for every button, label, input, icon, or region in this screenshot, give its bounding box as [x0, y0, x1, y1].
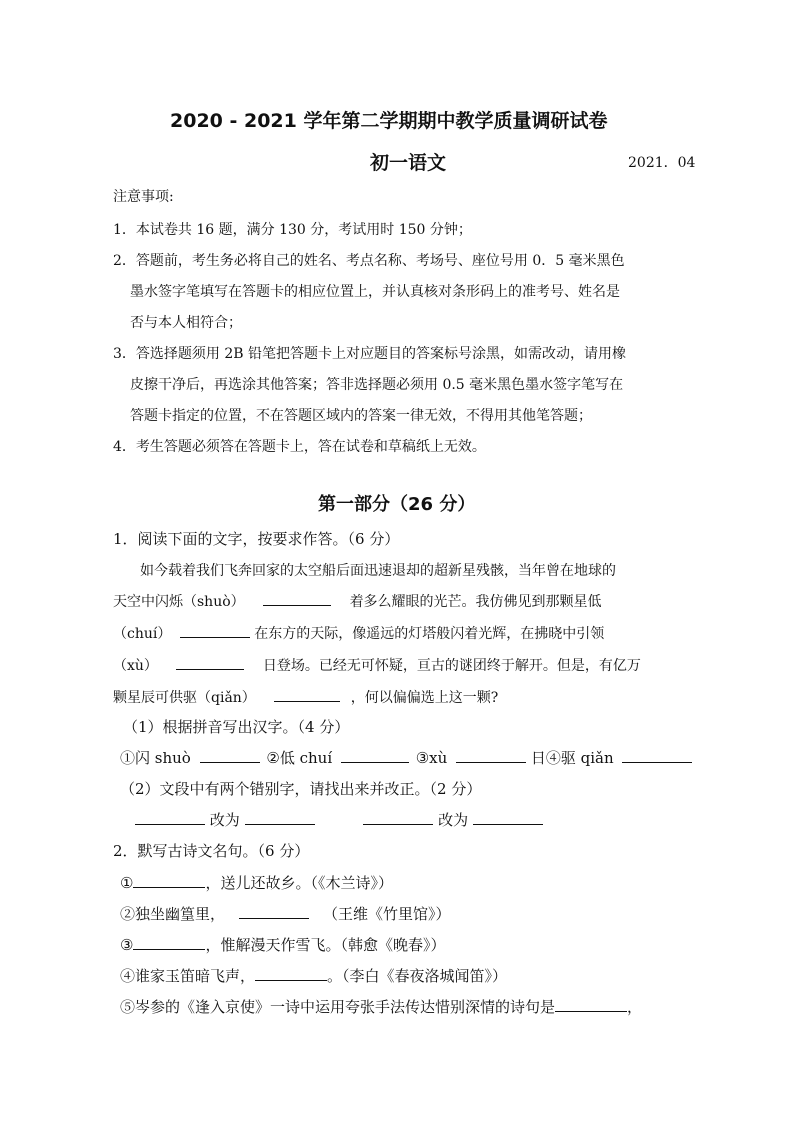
note-item-3-line-1: 3．答选择题须用 2B 铅笔把答题卡上对应题目的答案标号涂黑，如需改动，请用橡: [113, 346, 627, 362]
q2-text: ④谁家玉笛暗飞声，: [120, 967, 256, 985]
q1-sub2-prompt: （2）文段中有两个错别字，请找出来并改正。（2 分）: [120, 780, 482, 798]
q1-sub1-label: ①闪 shuò: [120, 749, 191, 767]
answer-blank[interactable]: [135, 823, 205, 825]
q1-passage-line-2: [113, 591, 602, 611]
q2-text: ①: [120, 874, 134, 892]
answer-blank[interactable]: [555, 1010, 627, 1012]
note-item-2-line-1: 2．答题前，考生务必将自己的姓名、考点名称、考场号、座位号用 0．5 毫米黑色: [113, 253, 625, 269]
q1-passage-text: （chuí）: [113, 626, 172, 642]
q1-passage-text: 着多么耀眼的光芒。我仿佛见到那颗星低: [349, 594, 602, 610]
q1-passage-text: 在东方的天际，像遥远的灯塔般闪着光辉，在拂晓中引领: [254, 626, 605, 642]
change-label: 改为: [209, 811, 240, 829]
answer-blank[interactable]: [133, 948, 205, 950]
q1-sub1-prompt: （1）根据拼音写出汉字。（4 分）: [123, 718, 350, 736]
q1-sub1-answers: [120, 747, 692, 768]
q1-passage-text: 天空中闪烁（shuò）: [113, 594, 245, 610]
q1-passage-text: 日登场。已经无可怀疑，亘古的谜团终于解开。但是，有亿万: [262, 658, 641, 674]
q2-line-4: [120, 965, 507, 986]
notes-heading: 注意事项:: [113, 189, 174, 205]
q2-text: ③: [120, 936, 134, 954]
answer-blank[interactable]: [239, 917, 309, 919]
note-item-3-line-2: 皮擦干净后，再选涂其他答案；答非选择题必须用 0.5 毫米黑色墨水签字笔写在: [130, 377, 624, 393]
exam-title: 2020 - 2021 学年第二学期期中教学质量调研试卷: [170, 110, 608, 132]
note-item-1: 1．本试卷共 16 题，满分 130 分，考试用时 150 分钟；: [113, 222, 472, 238]
note-item-3-line-3: 答题卡指定的位置，不在答题区域内的答案一律无效，不得用其他笔答题；: [130, 408, 592, 424]
q1-sub1-label: 日④驱 qiǎn: [530, 749, 614, 767]
q1-prompt: 1．阅读下面的文字，按要求作答。（6 分）: [113, 530, 400, 548]
part1-heading: 第一部分（26 分）: [318, 494, 476, 515]
q2-prompt: 2．默写古诗文名句。（6 分）: [113, 842, 310, 860]
q2-line-1: [120, 872, 393, 893]
q2-line-5: [120, 996, 642, 1017]
answer-blank[interactable]: [176, 668, 244, 670]
subject-title: 初一语文: [370, 152, 447, 174]
answer-blank[interactable]: [263, 604, 331, 606]
q2-text: ，惟解漫天作雪飞。（韩愈《晚春》）: [205, 936, 446, 954]
q2-text: ⑤岑参的《逢入京使》一诗中运用夸张手法传达惜别深情的诗句是: [120, 998, 556, 1016]
note-item-2-line-3: 否与本人相符合；: [130, 315, 242, 331]
q1-passage-text: （xù）: [113, 658, 158, 674]
answer-blank[interactable]: [473, 823, 543, 825]
q1-passage-line-4: [113, 655, 641, 675]
note-item-2-line-2: 墨水签字笔填写在答题卡的相应位置上，并认真核对条形码上的准考号、姓名是: [130, 284, 620, 300]
q1-passage-text: ，何以偏偏选上这一颗?: [350, 690, 499, 706]
q1-sub1-label: ③xù: [415, 749, 448, 767]
answer-blank[interactable]: [133, 886, 205, 888]
q2-text: ，: [627, 998, 643, 1016]
q2-text: ②独坐幽篁里，: [120, 905, 226, 923]
q2-line-2: [120, 903, 451, 924]
change-label: 改为: [438, 811, 469, 829]
answer-blank[interactable]: [363, 823, 433, 825]
answer-blank[interactable]: [341, 761, 409, 763]
q2-text: ，送儿还故乡。（《木兰诗》）: [205, 874, 393, 892]
exam-date: 2021．04: [628, 155, 696, 171]
q2-text: 。（李白《春夜洛城闻笛》）: [327, 967, 508, 985]
q1-passage-line-5: [113, 687, 498, 707]
q2-line-3: [120, 934, 445, 955]
answer-blank[interactable]: [255, 979, 327, 981]
note-item-4: 4．考生答题必须答在答题卡上，答在试卷和草稿纸上无效。: [113, 439, 486, 455]
answer-blank[interactable]: [274, 700, 340, 702]
answer-blank[interactable]: [200, 761, 260, 763]
q1-sub1-label: ②低 chuí: [266, 749, 333, 767]
answer-blank[interactable]: [456, 761, 526, 763]
q1-passage-text: 颗星辰可供驱（qiǎn）: [113, 690, 256, 706]
answer-blank[interactable]: [245, 823, 315, 825]
answer-blank[interactable]: [180, 636, 250, 638]
q1-passage-line-3: [113, 623, 604, 643]
q1-sub2-answers: [135, 809, 543, 830]
answer-blank[interactable]: [622, 761, 692, 763]
q2-text: （王维《竹里馆》）: [323, 905, 451, 923]
q1-passage-line-1: 如今载着我们飞奔回家的太空船后面迅速退却的超新星残骸，当年曾在地球的: [140, 563, 616, 579]
